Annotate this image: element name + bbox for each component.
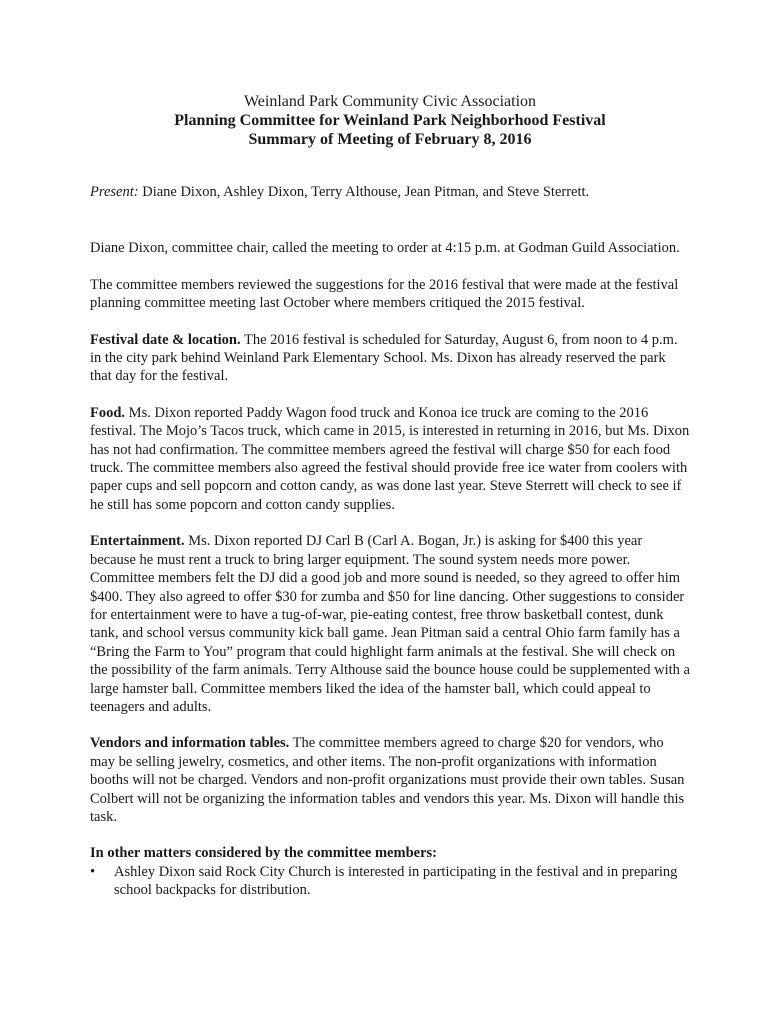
- meeting-summary-title: Summary of Meeting of February 8, 2016: [248, 131, 532, 148]
- vendors-heading: Vendors and information tables.: [90, 735, 290, 752]
- food-heading: Food.: [90, 404, 126, 421]
- organization-name: Weinland Park Community Civic Association: [243, 93, 537, 110]
- date-location-section: [90, 331, 690, 386]
- review-paragraph: The committee members reviewed the suggestions for the 2016 festival that were made at the festival planning committee meeting last October where members critiqued the 2015 festival.: [90, 276, 679, 312]
- food-section: [90, 404, 690, 514]
- document-page: [90, 92, 690, 900]
- other-matters-heading: In other matters considered by the committee members:: [90, 845, 437, 862]
- food-text: Ms. Dixon reported Paddy Wagon food truck and Konoa ice truck are coming to the 2016 festival. The Mojo’s Tacos truck, which came in 2015, is interested in returning in 2016, but Ms. Dixon has not had confirmation. The committee members agreed the festival will charge $50 for each food truck. The committee members also agreed the festival should provide free ice water from coolers with paper cups and sell popcorn and cotton candy, as was done last year. Steve Sterrett will check to see if he still has some popcorn and cotton candy supplies.: [90, 404, 690, 513]
- bullet-icon: •: [90, 863, 96, 880]
- vendors-text: The committee members agreed to charge $20 for vendors, who may be selling jewelry, cosmetics, and other items. The non-profit organizations with information booths will not be charged. Vendors and non-profit organizations must provide their own tables. Susan Colbert will not be organizing the information tables and vendors this year. Ms. Dixon will handle this task.: [90, 735, 685, 825]
- attendance-line: [90, 183, 690, 201]
- document-heading: [90, 92, 690, 149]
- vendors-section: [90, 734, 690, 826]
- other-matters-list: [90, 863, 690, 900]
- committee-title: Planning Committee for Weinland Park Neighborhood Festival: [174, 112, 606, 129]
- entertainment-heading: Entertainment.: [90, 533, 185, 550]
- list-item-text: Ashley Dixon said Rock City Church is interested in participating in the festival and in preparing school backpacks for distribution.: [114, 863, 678, 899]
- entertainment-section: [90, 532, 690, 716]
- call-to-order-paragraph: Diane Dixon, committee chair, called the meeting to order at 4:15 p.m. at Godman Guild Association.: [90, 240, 680, 257]
- date-location-heading: Festival date & location.: [90, 331, 241, 348]
- list-item: [90, 863, 690, 900]
- present-label: Present:: [90, 184, 139, 200]
- attendee-names: Diane Dixon, Ashley Dixon, Terry Althouse, Jean Pitman, and Steve Sterrett.: [138, 184, 590, 200]
- date-location-text: The 2016 festival is scheduled for Saturday, August 6, from noon to 4 p.m. in the city park behind Weinland Park Elementary School. Ms. Dixon has already reserved the park that day for the festival.: [90, 331, 678, 385]
- entertainment-text: Ms. Dixon reported DJ Carl B (Carl A. Bogan, Jr.) is asking for $400 this year because he must rent a truck to bring larger equipment. The sound system needs more power. Committee members felt the DJ did a good job and more sound is needed, so they agreed to offer him $400. They also agreed to offer $30 for zumba and $50 for line dancing. Other suggestions to consider for entertainment were to have a tug-of-war, pie-eating contest, free throw basketball contest, dunk tank, and school versus community kick ball game. Jean Pitman said a central Ohio farm family has a “Bring the Farm to You” program that could highlight farm animals at the festival. She will check on the possibility of the farm animals. Terry Althouse said the bounce house could be supplemented with a large hamster ball. Committee members liked the idea of the hamster ball, which could appeal to teenagers and adults.: [90, 533, 690, 715]
